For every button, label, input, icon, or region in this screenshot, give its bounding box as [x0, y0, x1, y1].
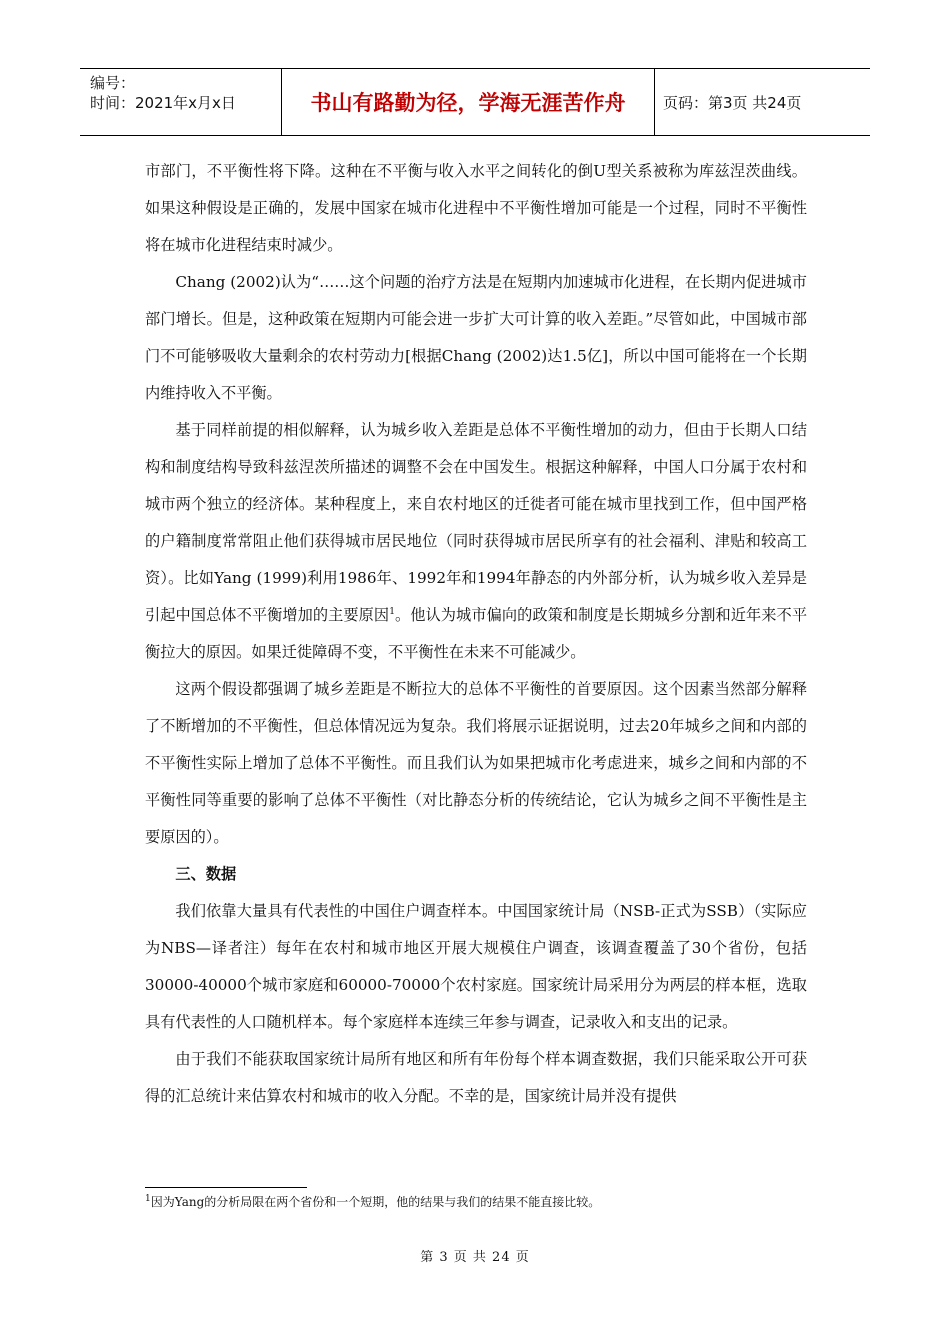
header-motto: 书山有路勤为径，学海无涯苦作舟	[282, 69, 655, 135]
paragraph-2: Chang (2002)认为“……这个问题的治疗方法是在短期内加速城市化进程，在长期内促进城市部门增长。但是，这种政策在短期内可能会进一步扩大可计算的收入差距。”尽管如此，中国城市部门不可能够吸收大量剩余的农村劳动力[根据Chang (2002)达1.5亿]，所以中国可能将在一个长期内维持收入不平衡。	[145, 273, 807, 402]
paragraph-3	[145, 412, 807, 671]
paragraph-3-part-b: 。他认为城市偏向的政策和制度是长期城乡分割和近年来不平衡拉大的原因。如果迁徙障碍不变，不平衡性在未来不可能减少。	[145, 606, 808, 661]
footnote	[145, 1193, 807, 1211]
document-body	[145, 153, 807, 1115]
paragraph-1: 市部门，不平衡性将下降。这种在不平衡与收入水平之间转化的倒U型关系被称为库兹涅茨曲线。如果这种假设是正确的，发展中国家在城市化进程中不平衡性增加可能是一个过程，同时不平衡性将在城市化进程结束时减少。	[145, 162, 807, 254]
paragraph-3-part-a: 基于同样前提的相似解释，认为城乡收入差距是总体不平衡性增加的动力，但由于长期人口结构和制度结构导致科兹涅茨所描述的调整不会在中国发生。根据这种解释，中国人口分属于农村和城市两个独立的经济体。某种程度上，来自农村地区的迁徙者可能在城市里找到工作，但中国严格的户籍制度常常阻止他们获得城市居民地位（同时获得城市居民所享有的社会福利、津贴和较高工资）。比如Yang (1999)利用1986年、1992年和1994年静态的内外部分析，认为城乡收入差异是引起中国总体不平衡增加的主要原因	[145, 421, 807, 624]
document-date: 时间：2021年x月x日	[90, 94, 236, 112]
paragraph-5: 我们依靠大量具有代表性的中国住户调查样本。中国国家统计局（NSB-正式为SSB）（实际应为NBS—译者注）每年在农村和城市地区开展大规模住户调查，该调查覆盖了30个省份，包括30000-40000个城市家庭和60000-70000个农村家庭。国家统计局采用分为两层的样本框，选取具有代表性的人口随机样本。每个家庭样本连续三年参与调查，记录收入和支出的记录。	[145, 902, 807, 1031]
page-number-footer: 第 3 页 共 24 页	[420, 1250, 530, 1265]
footnote-marker: 1	[145, 1194, 151, 1204]
paragraph-6: 由于我们不能获取国家统计局所有地区和所有年份每个样本调查数据，我们只能采取公开可获得的汇总统计来估算农村和城市的收入分配。不幸的是，国家统计局并没有提供	[145, 1050, 807, 1105]
footnote-divider	[145, 1187, 307, 1188]
footnote-reference[interactable]: 1	[389, 606, 395, 617]
header-page-info: 页码：第3页 共24页	[663, 93, 802, 112]
header-meta	[80, 69, 282, 135]
page-header	[80, 68, 870, 136]
document-code: 编号：	[90, 74, 136, 92]
section-heading-data: 三、数据	[175, 865, 237, 883]
paragraph-4: 这两个假设都强调了城乡差距是不断拉大的总体不平衡性的首要原因。这个因素当然部分解释了不断增加的不平衡性，但总体情况远为复杂。我们将展示证据说明，过去20年城乡之间和内部的不平衡性实际上增加了总体不平衡性。而且我们认为如果把城市化考虑进来，城乡之间和内部的不平衡性同等重要的影响了总体不平衡性（对比静态分析的传统结论，它认为城乡之间不平衡性是主要原因的）。	[145, 680, 807, 846]
footnote-text: 因为Yang的分析局限在两个省份和一个短期，他的结果与我们的结果不能直接比较。	[150, 1195, 601, 1209]
